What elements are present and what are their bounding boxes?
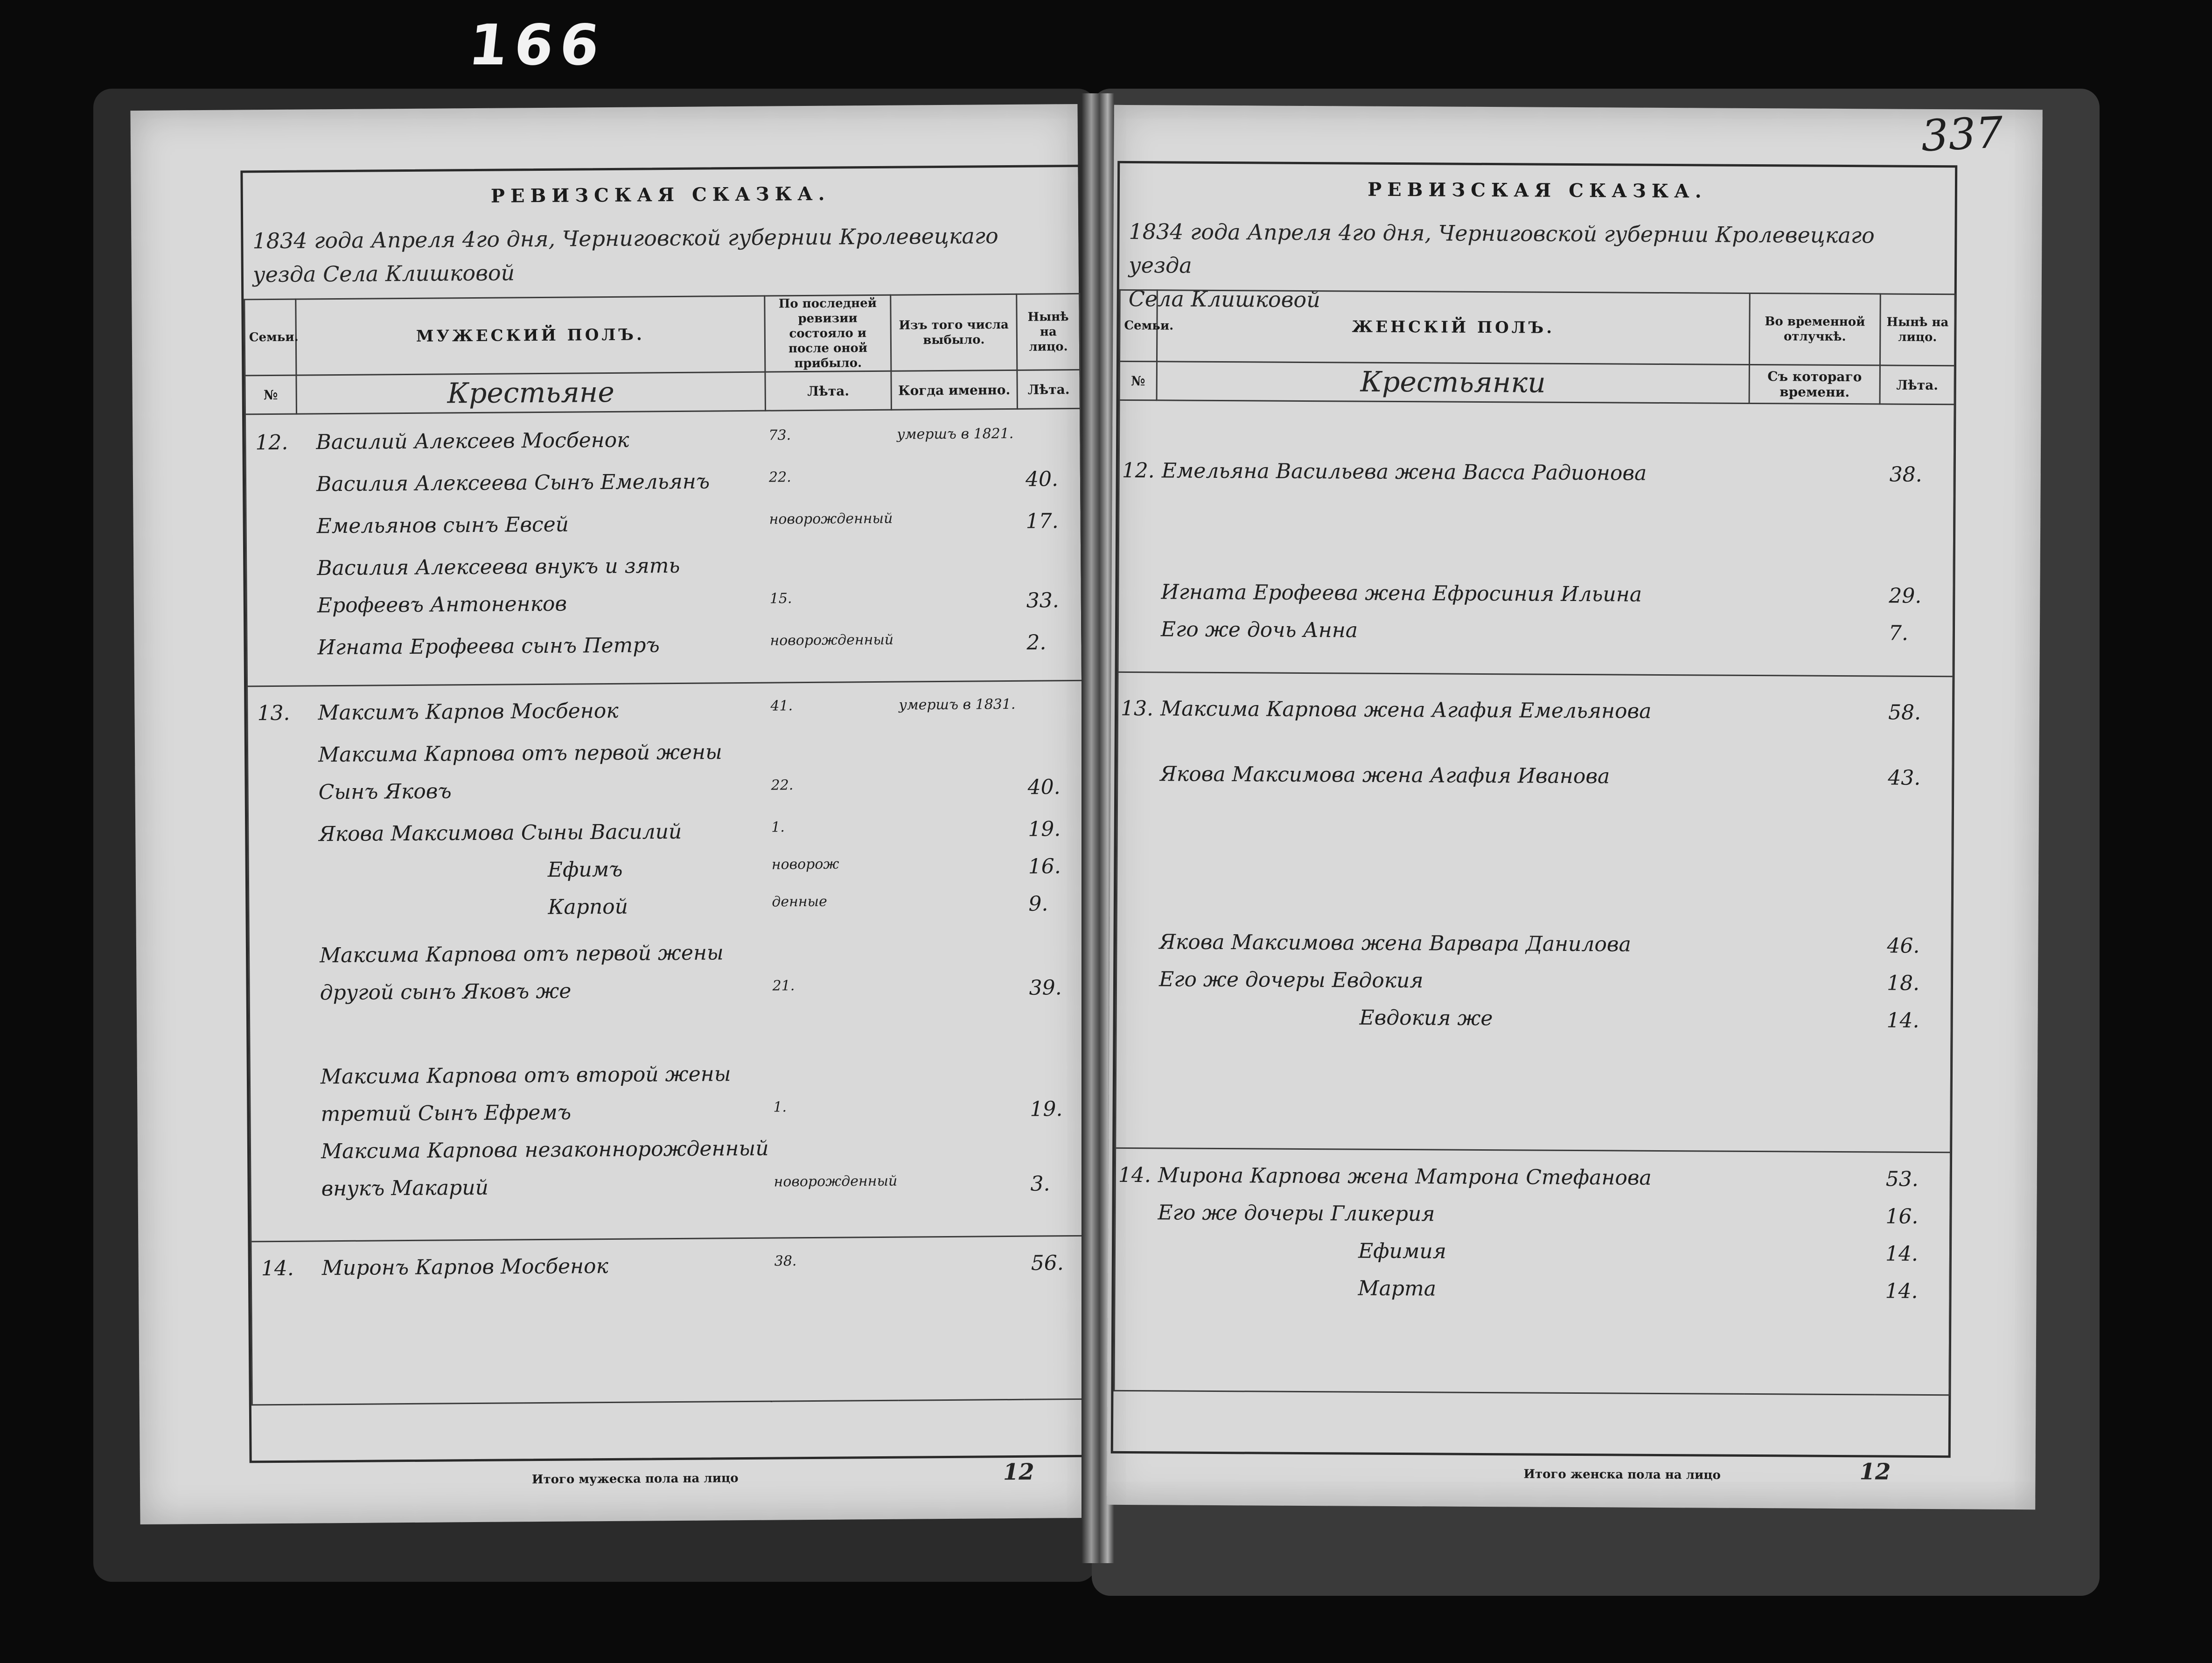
entry-name: Евдокия же	[1359, 1006, 1493, 1031]
archive-number: 166	[465, 13, 609, 78]
entry-name: Максима Карпова отъ второй жены	[320, 1062, 731, 1089]
entry-family-number: 14.	[1118, 1163, 1151, 1188]
left-date-line-2: уезда Села Клишковой	[252, 260, 515, 287]
entry-name: Миронъ Карпов Мосбенок	[321, 1254, 608, 1280]
entry-revision-years: 41.	[770, 698, 793, 714]
entry-name: Сынъ Яковъ	[318, 779, 452, 804]
male-total-value: 12	[1003, 1459, 1034, 1486]
entry-present-years: 14.	[1885, 1242, 1919, 1266]
entry-present-years: 18.	[1886, 971, 1920, 995]
entry-present-years: 2.	[1026, 630, 1047, 655]
male-entry-row	[249, 885, 1083, 932]
left-page-title: РЕВИЗСКАЯ СКАЗКА.	[490, 182, 830, 207]
col-years-2: Лѣта.	[1017, 370, 1081, 409]
left-page	[130, 104, 1087, 1524]
female-entries-cell	[1114, 400, 1954, 1395]
entry-name: Игната Ерофеева сынъ Петръ	[317, 633, 660, 660]
col-present: Нынѣ на лицо.	[1017, 293, 1080, 370]
entry-departed: умершъ в 1821.	[897, 425, 1014, 443]
entry-revision-years: 21.	[772, 978, 795, 994]
entry-name: Максимъ Карпов Мосбенок	[318, 699, 619, 725]
entry-family-number: 12.	[255, 430, 288, 455]
entry-name: Ерофеевъ Антоненков	[317, 592, 567, 618]
col-present-f: Нынѣ на лицо.	[1880, 294, 1955, 366]
male-entry-row	[251, 1165, 1085, 1212]
male-total	[531, 1459, 1034, 1487]
entry-present-years: 16.	[1028, 854, 1061, 879]
family-separator	[251, 1235, 1085, 1242]
entry-revision-years: новорожденный	[769, 510, 893, 528]
entry-name: Максима Карпова жена Агафия Емельянова	[1160, 697, 1652, 723]
entry-present-years: 56.	[1031, 1251, 1064, 1275]
male-entry-row	[247, 582, 1082, 629]
female-total-value: 12	[1859, 1459, 1891, 1485]
class-label-peasants: Крестьяне	[296, 372, 766, 414]
entry-name: Максима Карпова отъ первой жены	[319, 941, 724, 968]
right-page-title: РЕВИЗСКАЯ СКАЗКА.	[1368, 178, 1707, 203]
male-entry-row	[252, 1244, 1086, 1291]
entry-revision-years: 15.	[769, 590, 792, 607]
male-entry-row	[250, 969, 1084, 1016]
entry-departed: умершъ в 1831.	[899, 696, 1016, 713]
entry-name: Мирона Карпова жена Матрона Стефанова	[1158, 1163, 1652, 1190]
female-entry-row	[1115, 1269, 1949, 1314]
female-total	[1523, 1459, 1891, 1485]
entry-name: Его же дочеры Евдокия	[1158, 967, 1423, 993]
entry-name: третий Сынъ Ефремъ	[321, 1100, 572, 1126]
col-departed: Изъ того числа выбыло.	[891, 294, 1017, 371]
col-female-section: ЖЕНСКІЙ ПОЛЪ.	[1157, 290, 1750, 365]
col-family: Семьи.	[244, 299, 296, 376]
entry-present-years: 19.	[1028, 817, 1061, 841]
female-entry-row	[1118, 755, 1952, 801]
entry-name: Якова Максимова Сыны Василий	[319, 819, 682, 846]
col-when: Когда именно.	[891, 370, 1018, 410]
col-last-revision: По последней ревизии состояло и после оной прибыло.	[765, 295, 891, 372]
entry-revision-years: новорож	[771, 856, 839, 873]
entry-present-years: 29.	[1889, 584, 1922, 608]
entry-revision-years: денные	[772, 893, 827, 910]
col-num-f: №	[1119, 361, 1157, 400]
entry-present-years: 40.	[1027, 775, 1061, 799]
entry-revision-years: новорожденный	[770, 631, 894, 649]
entry-name: Якова Максимова жена Варвара Данилова	[1159, 930, 1631, 957]
col-years-f: Лѣта.	[1880, 365, 1954, 405]
entry-present-years: 43.	[1888, 766, 1921, 790]
male-total-label: Итого мужеска пола на лицо	[531, 1471, 739, 1487]
entry-revision-years: 22.	[771, 777, 794, 794]
entry-name: Ефимия	[1358, 1239, 1447, 1264]
col-since: Съ котораго времени.	[1749, 364, 1880, 404]
male-entry-row	[246, 419, 1080, 465]
entry-family-number: 14.	[261, 1256, 294, 1281]
entry-present-years: 46.	[1887, 934, 1920, 958]
male-entry-row	[246, 503, 1081, 549]
entry-present-years: 38.	[1889, 462, 1922, 487]
entry-present-years: 9.	[1028, 892, 1048, 916]
entry-name: Его же дочеры Гликерия	[1158, 1201, 1435, 1226]
entry-name: Якова Максимова жена Агафия Иванова	[1160, 762, 1610, 789]
female-entry-row	[1118, 690, 1952, 735]
female-entry-row	[1119, 611, 1953, 656]
male-entry-row	[248, 689, 1082, 736]
right-page	[1107, 105, 2043, 1509]
male-entries-cell	[245, 408, 1087, 1404]
family-separator	[248, 680, 1082, 687]
family-separator	[1116, 1147, 1950, 1153]
entry-revision-years: 1.	[773, 1099, 787, 1116]
male-entry-row	[246, 461, 1081, 507]
left-date-line	[252, 218, 1065, 291]
entry-family-number: 13.	[257, 701, 290, 726]
entry-name: Василия Алексеева Сынъ Емельянъ	[316, 469, 710, 496]
entry-present-years: 16.	[1885, 1204, 1919, 1229]
entry-name: Ефимъ	[547, 857, 623, 882]
entry-name: внукъ Макарий	[321, 1175, 489, 1201]
entry-revision-years: новорожденный	[774, 1173, 898, 1190]
left-date-line-1: 1834 года Апреля 4го дня, Черниговской губернии Кролевецкаго	[252, 223, 998, 254]
entry-name: Василий Алексеев Мосбенок	[316, 428, 629, 454]
page-number: 337	[1920, 107, 2004, 161]
col-years-1: Лѣта.	[765, 371, 892, 411]
entry-name: Максима Карпова незаконнорожденный	[321, 1136, 769, 1164]
entry-present-years: 39.	[1029, 976, 1062, 1000]
entry-revision-years: 1.	[771, 819, 785, 836]
female-entry-row	[1120, 452, 1954, 497]
entry-family-number: 12.	[1122, 458, 1155, 483]
class-label-peasant-women: Крестьянки	[1157, 362, 1749, 404]
entry-present-years: 33.	[1026, 588, 1059, 613]
female-entry-row	[1116, 998, 1950, 1043]
family-separator	[1118, 671, 1952, 677]
entry-present-years: 7.	[1888, 621, 1909, 645]
entry-family-number: 13.	[1120, 696, 1154, 721]
entry-present-years: 3.	[1030, 1172, 1050, 1196]
left-page-frame	[240, 165, 1089, 1487]
entry-name: Емельяна Васильева жена Васса Радионова	[1161, 459, 1647, 485]
entry-name: Его же дочь Анна	[1160, 617, 1358, 643]
entry-name: Максима Карпова отъ первой жены	[318, 740, 722, 767]
entry-revision-years: 22.	[768, 469, 791, 486]
male-register-table	[244, 293, 1088, 1405]
entry-name: Марта	[1358, 1276, 1437, 1301]
entry-present-years: 14.	[1885, 1279, 1918, 1303]
right-date-line-1: 1834 года Апреля 4го дня, Черниговской губернии Кролевецкаго уезда	[1128, 218, 1875, 278]
entry-name: другой сынъ Яковъ же	[320, 979, 572, 1005]
entry-present-years: 40.	[1025, 467, 1059, 491]
entry-revision-years: 73.	[768, 427, 791, 444]
right-page-frame	[1111, 161, 1957, 1485]
female-register-table	[1113, 289, 1955, 1396]
entry-present-years: 17.	[1026, 509, 1059, 533]
entry-present-years: 14.	[1886, 1008, 1919, 1033]
right-date-line-2: Села Клишковой	[1128, 286, 1320, 313]
entry-name: Василия Алексеева внукъ и зять	[317, 553, 680, 580]
col-male-section: МУЖЕСКИЙ ПОЛЪ.	[296, 296, 765, 375]
entry-name: Игната Ерофеева жена Ефросиния Ильина	[1161, 580, 1642, 607]
entry-present-years: 53.	[1885, 1167, 1919, 1191]
col-num: №	[245, 375, 297, 414]
entry-name: Емельянов сынъ Евсей	[316, 512, 569, 538]
entry-revision-years: 38.	[774, 1253, 797, 1270]
entry-present-years: 58.	[1888, 700, 1921, 725]
col-family-f: Семьи.	[1119, 290, 1157, 361]
male-entry-row	[247, 624, 1082, 671]
male-entry-row	[248, 769, 1082, 815]
entry-present-years: 19.	[1030, 1097, 1063, 1121]
entry-name: Карпой	[548, 894, 628, 919]
female-total-label: Итого женска пола на лицо	[1523, 1467, 1721, 1482]
col-absent: Во временной отлучкѣ.	[1749, 293, 1880, 365]
